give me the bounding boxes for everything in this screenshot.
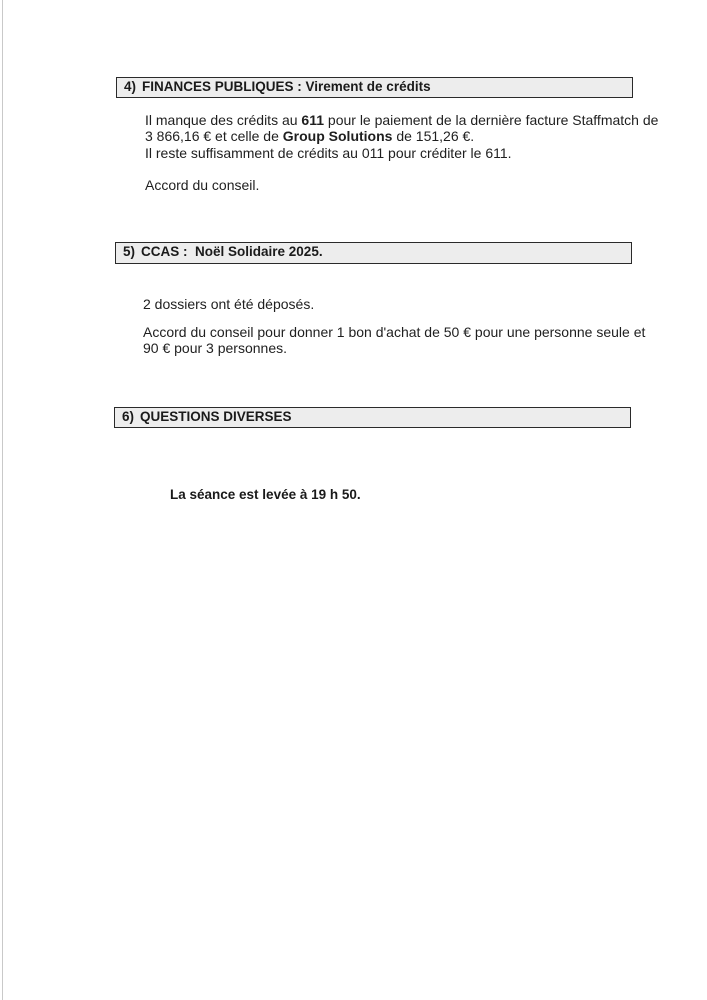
section-number: 4) xyxy=(124,79,137,94)
section-header-ccas xyxy=(115,242,632,264)
account-611: 611 xyxy=(301,112,325,128)
section-header-finances xyxy=(116,77,633,98)
section-title: CCAS : Noël Solidaire 2025. xyxy=(141,244,323,259)
closing-statement: La séance est levée à 19 h 50. xyxy=(170,487,361,502)
paragraph-credits-line3: Il reste suffisamment de crédits au 011 pour créditer le 611. xyxy=(145,145,512,161)
paragraph-accord-4: Accord du conseil. xyxy=(145,177,260,193)
section-title: FINANCES PUBLIQUES : Virement de crédits xyxy=(142,79,431,94)
paragraph-accord-5-line2: 90 € pour 3 personnes. xyxy=(143,340,287,356)
scan-edge-line xyxy=(2,0,3,1000)
paragraph-accord-5-line1: Accord du conseil pour donner 1 bon d'achat de 50 € pour une personne seule et xyxy=(143,324,646,340)
text: pour le paiement de la dernière facture Staffmatch de xyxy=(324,112,659,128)
section-number: 5) xyxy=(123,244,136,259)
group-solutions: Group Solutions xyxy=(282,128,393,144)
paragraph-dossiers: 2 dossiers ont été déposés. xyxy=(143,296,315,312)
paragraph-credits-line2 xyxy=(145,128,474,145)
section-title: QUESTIONS DIVERSES xyxy=(140,409,292,424)
section-number: 6) xyxy=(122,409,135,424)
text: 3 866,16 € et celle de xyxy=(145,128,283,144)
paragraph-credits-line1 xyxy=(145,112,658,129)
section-header-questions xyxy=(114,407,631,428)
text: de 151,26 €. xyxy=(392,128,475,144)
text: Il manque des crédits au xyxy=(145,112,302,128)
